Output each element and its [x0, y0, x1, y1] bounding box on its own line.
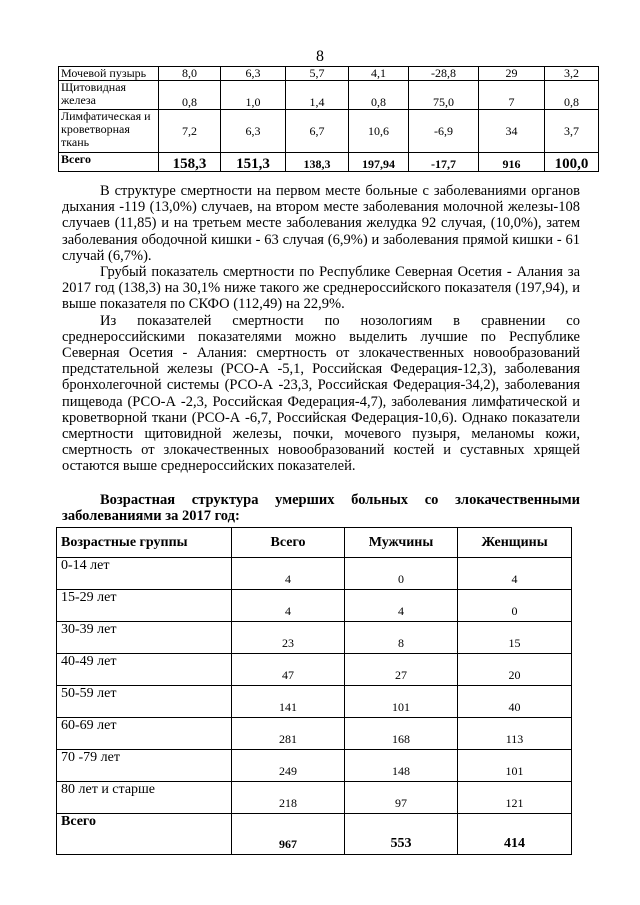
column-header: Всего: [232, 528, 345, 558]
age-structure-table: [56, 527, 572, 855]
cell-total: 4: [232, 558, 345, 590]
cell: -17,7: [409, 153, 479, 172]
cell-men: 97: [345, 782, 458, 814]
cell: 0,8: [349, 81, 409, 110]
cell-women: 15: [458, 622, 572, 654]
age-group: 70 -79 лет: [57, 750, 232, 782]
total-label: Всего: [57, 814, 232, 855]
table-row: [57, 622, 572, 654]
cell: 6,3: [221, 67, 286, 81]
cell: 916: [479, 153, 545, 172]
cell-men: 8: [345, 622, 458, 654]
cell: 138,3: [286, 153, 349, 172]
cell: 8,0: [159, 67, 221, 81]
cell: 0,8: [545, 81, 599, 110]
section-title: Возрастная структура умерших больных со злокачественными заболеваниями за 2017 год:: [62, 492, 580, 525]
cell-women: 414: [458, 814, 572, 855]
cell-men: 168: [345, 718, 458, 750]
mortality-by-site-table: [58, 66, 599, 172]
cell: 75,0: [409, 81, 479, 110]
age-group: 30-39 лет: [57, 622, 232, 654]
cell-total: 281: [232, 718, 345, 750]
column-header: Женщины: [458, 528, 572, 558]
cell: 100,0: [545, 153, 599, 172]
table-row: [59, 81, 599, 110]
cell: 7: [479, 81, 545, 110]
cell: 6,7: [286, 110, 349, 153]
table-total-row: [57, 814, 572, 855]
age-group: 60-69 лет: [57, 718, 232, 750]
table-row: [57, 718, 572, 750]
cell-women: 40: [458, 686, 572, 718]
table-row: [57, 590, 572, 622]
cell: 1,4: [286, 81, 349, 110]
cell-total: 249: [232, 750, 345, 782]
cell-women: 101: [458, 750, 572, 782]
cell: 158,3: [159, 153, 221, 172]
cell-men: 553: [345, 814, 458, 855]
cell: 6,3: [221, 110, 286, 153]
cell: 7,2: [159, 110, 221, 153]
cell-total: 23: [232, 622, 345, 654]
row-label: Лимфатическая и кроветворная ткань: [59, 110, 159, 153]
column-header: Мужчины: [345, 528, 458, 558]
cell: 1,0: [221, 81, 286, 110]
cell: 29: [479, 67, 545, 81]
cell: 34: [479, 110, 545, 153]
cell-total: 4: [232, 590, 345, 622]
age-group: 0-14 лет: [57, 558, 232, 590]
paragraph: Из показателей смертности по нозологиям в сравнении со среднероссийскими показателями можно выделить лучшие по Республике Северная Осетия - Алания: смертность от злокачественных новообразований предстательной железы (РСО-А -5,1, Российская Федерация-12,3), заболевания бронхолегочной системы (РСО-А -23,3, Российская Федерация-34,2), заболевания пищевода (РСО-А -2,3, Российская Федерация-4,7), заболевания лимфатической и кроветворной ткани (РСО-А -6,7, Российская Федерация-10,6). Однако показатели смертности щитовидной железы, почки, мочевого пузыря, меланомы кожи, смертность от злокачественных новообразований костей и суставных хрящей остаются выше среднероссийских показателей.: [62, 312, 580, 475]
cell: 151,3: [221, 153, 286, 172]
cell-women: 4: [458, 558, 572, 590]
table-row: [57, 686, 572, 718]
cell: -6,9: [409, 110, 479, 153]
table-row: [57, 654, 572, 686]
cell-total: 47: [232, 654, 345, 686]
table-row: [57, 750, 572, 782]
total-label: Всего: [59, 153, 159, 172]
cell: 3,7: [545, 110, 599, 153]
cell: -28,8: [409, 67, 479, 81]
cell-women: 0: [458, 590, 572, 622]
cell-women: 113: [458, 718, 572, 750]
age-group: 40-49 лет: [57, 654, 232, 686]
table-total-row: [59, 153, 599, 172]
page-number: 8: [316, 48, 324, 65]
row-label: Мочевой пузырь: [59, 67, 159, 81]
cell: 3,2: [545, 67, 599, 81]
age-group: 15-29 лет: [57, 590, 232, 622]
body-text: [62, 183, 580, 475]
age-group: 80 лет и старше: [57, 782, 232, 814]
paragraph: В структуре смертности на первом месте больные с заболеваниями органов дыхания -119 (13,0%) случаев, на втором месте заболевания молочной железы-108 случаев (11,85) и на третьем месте заболевания желудка 92 случая, (10,0%), затем заболевания ободочной кишки - 63 случая (6,9%) и заболевания прямой кишки - 61 случай (6,7%).: [62, 183, 580, 264]
table-header-row: [57, 528, 572, 558]
cell-total: 141: [232, 686, 345, 718]
table-row: [59, 110, 599, 153]
cell-women: 20: [458, 654, 572, 686]
cell: 0,8: [159, 81, 221, 110]
column-header: Возрастные группы: [57, 528, 232, 558]
cell-women: 121: [458, 782, 572, 814]
age-group: 50-59 лет: [57, 686, 232, 718]
cell: 4,1: [349, 67, 409, 81]
cell-men: 101: [345, 686, 458, 718]
table-row: [57, 782, 572, 814]
table-row: [59, 67, 599, 81]
table-row: [57, 558, 572, 590]
cell: 10,6: [349, 110, 409, 153]
cell-men: 148: [345, 750, 458, 782]
cell: 197,94: [349, 153, 409, 172]
cell-men: 4: [345, 590, 458, 622]
paragraph: Грубый показатель смертности по Республике Северная Осетия - Алания за 2017 год (138,3) на 30,1% ниже такого же среднероссийского показателя (197,94), и выше показателя по СКФО (112,49) на 22,9%.: [62, 264, 580, 313]
cell: 5,7: [286, 67, 349, 81]
cell-men: 27: [345, 654, 458, 686]
cell-men: 0: [345, 558, 458, 590]
cell-total: 218: [232, 782, 345, 814]
row-label: Щитовидная железа: [59, 81, 159, 110]
cell-total: 967: [232, 814, 345, 855]
